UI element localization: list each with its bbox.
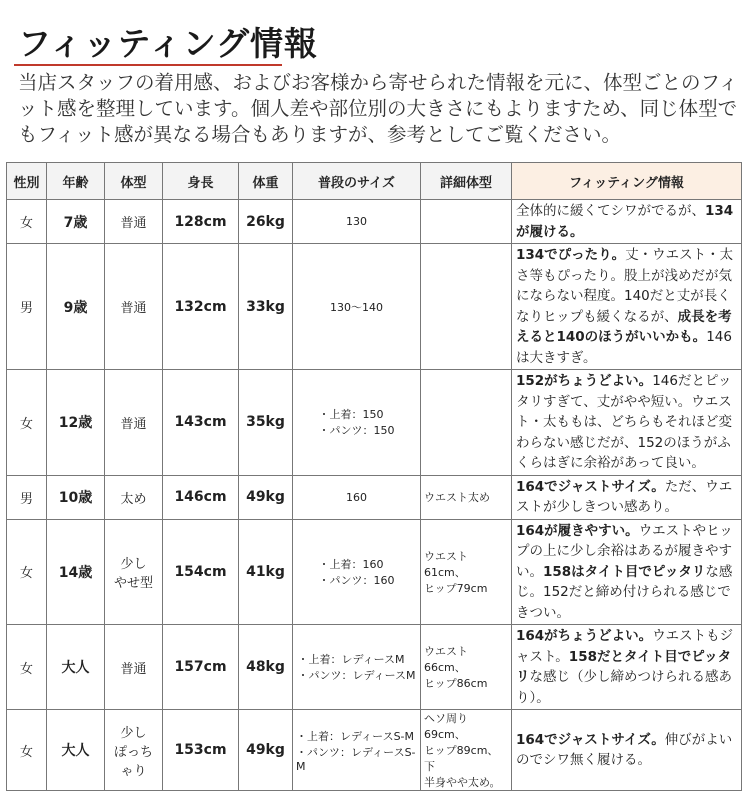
header-body-type: 体型 — [105, 163, 163, 200]
size-line: ・パンツ：160 — [318, 573, 395, 587]
fitting-highlight: 164が履きやすい。 — [516, 522, 639, 539]
detail-body-line: 半身やや太め。 — [424, 776, 501, 789]
cell-gender: 女 — [7, 519, 47, 625]
intro-text: 当店スタッフの着用感、およびお客様から寄せられた情報を元に、体型ごとのフィット感を整理しています。個人差や部位別の大きさにもよりますため、同じ体型でもフィット感が異なる場合もありますが、参考としてご覧ください。 — [18, 71, 738, 146]
cell-usual-size: 160 — [293, 475, 421, 519]
body-type-line: ぽっちゃり — [113, 744, 153, 779]
cell-gender: 女 — [7, 370, 47, 476]
fitting-highlight: 164でジャストサイズ。 — [516, 731, 665, 748]
table-row — [7, 370, 742, 476]
cell-detail-body — [421, 244, 512, 370]
cell-age: 9歳 — [47, 244, 105, 370]
cell-height: 128cm — [163, 200, 239, 244]
cell-gender: 男 — [7, 244, 47, 370]
cell-weight: 49kg — [239, 475, 293, 519]
body-type-line: 少し — [120, 725, 147, 741]
body-type-line: 普通 — [120, 661, 147, 677]
fitting-text: 丈・ウエスト・太さ等もぴったり。股上が浅めだが気にならない程度。140だと丈が長くなりヒップも緩くなるが、 — [516, 247, 734, 325]
detail-body-line: ウエスト61cm、 — [424, 549, 468, 579]
cell-body-type — [105, 625, 163, 710]
cell-fitting-info — [512, 710, 742, 791]
cell-detail-body — [421, 710, 512, 791]
fitting-text: ウエストもジャスト。 — [516, 628, 734, 665]
cell-usual-size — [293, 710, 421, 791]
size-line: ・パンツ：レディースS-M — [296, 745, 416, 773]
detail-body-line: ウエスト太め — [424, 491, 490, 504]
size-line: ・パンツ：レディースM — [297, 669, 416, 682]
page-title: フィッティング情報 — [18, 24, 319, 63]
cell-usual-size — [293, 625, 421, 710]
cell-height: 143cm — [163, 370, 239, 476]
cell-age: 12歳 — [47, 370, 105, 476]
fitting-highlight: 164がちょうどよい。 — [516, 628, 653, 644]
fitting-text: な感じ（少し締めつけられる感あり）。 — [516, 669, 732, 706]
header-usual-size: 普段のサイズ — [293, 163, 421, 200]
cell-usual-size — [293, 370, 421, 476]
cell-gender: 女 — [7, 625, 47, 710]
body-type-line: 太め — [120, 491, 147, 507]
table-row — [7, 475, 742, 519]
cell-fitting-info — [512, 370, 742, 476]
detail-body-line: ウエスト66cm、 — [424, 645, 468, 674]
body-type-line: やせ型 — [113, 575, 153, 591]
cell-age: 7歳 — [47, 200, 105, 244]
cell-body-type — [105, 200, 163, 244]
header-detail-body: 詳細体型 — [421, 163, 512, 200]
fitting-highlight: 164でジャストサイズ。 — [516, 478, 665, 495]
title-underline — [14, 64, 282, 66]
detail-body-line: ヒップ79cm — [424, 581, 488, 595]
fitting-text: ただ、ウエストが少しきつい感あり。 — [516, 478, 733, 515]
fitting-text: ウエストやヒップの上に少し余裕はあるが履きやすい。 — [516, 522, 733, 580]
cell-body-type — [105, 519, 163, 625]
cell-detail-body — [421, 475, 512, 519]
size-line: ・上着：150 — [318, 408, 384, 422]
size-line: ・上着：レディースS-M — [296, 729, 415, 743]
cell-height: 132cm — [163, 244, 239, 370]
header-fitting-info: フィッティング情報 — [512, 163, 742, 200]
cell-detail-body — [421, 200, 512, 244]
cell-gender: 女 — [7, 200, 47, 244]
cell-age: 大人 — [47, 625, 105, 710]
cell-weight: 49kg — [239, 710, 293, 791]
fitting-text: な感じ。152だと締め付けられる感じできつい。 — [516, 563, 733, 621]
fitting-highlight: 134でぴったり。 — [516, 247, 626, 263]
size-line: ・上着：レディースM — [297, 653, 405, 666]
cell-gender: 男 — [7, 475, 47, 519]
fitting-table — [6, 162, 742, 791]
header-height: 身長 — [163, 163, 239, 200]
fitting-highlight: 152がちょうどよい。 — [516, 373, 653, 389]
table-row — [7, 625, 742, 710]
table-header-row — [7, 163, 742, 200]
cell-gender: 女 — [7, 710, 47, 791]
body-type-line: 普通 — [120, 216, 147, 231]
body-type-line: 少し — [120, 556, 147, 572]
cell-height: 153cm — [163, 710, 239, 791]
cell-height: 154cm — [163, 519, 239, 625]
header-age: 年齢 — [47, 163, 105, 200]
cell-body-type — [105, 475, 163, 519]
fitting-highlight: 158だとタイト目でピッタリ — [516, 648, 732, 685]
cell-weight: 41kg — [239, 519, 293, 625]
cell-body-type — [105, 710, 163, 791]
table-row — [7, 200, 742, 244]
fitting-highlight: 134が履ける。 — [516, 203, 734, 240]
fitting-highlight: 158はタイト目でピッタリ — [543, 563, 706, 580]
cell-fitting-info — [512, 244, 742, 370]
table-row — [7, 244, 742, 370]
cell-weight: 35kg — [239, 370, 293, 476]
fitting-text: 全体的に緩くてシワがでるが、 — [516, 203, 705, 219]
cell-body-type — [105, 244, 163, 370]
header-gender: 性別 — [7, 163, 47, 200]
size-line: ・パンツ：150 — [318, 424, 395, 438]
cell-weight: 48kg — [239, 625, 293, 710]
body-type-line: 普通 — [120, 301, 147, 316]
cell-height: 146cm — [163, 475, 239, 519]
cell-body-type — [105, 370, 163, 476]
fitting-text: 146だとピッタリすぎて、丈がやや短い。ウエスト・太ももは、どちらもそれほど変わらない感じだが、152のほうがふくらはぎに余裕があって良い。 — [516, 373, 732, 471]
cell-fitting-info — [512, 200, 742, 244]
cell-age: 大人 — [47, 710, 105, 791]
cell-height: 157cm — [163, 625, 239, 710]
header-weight: 体重 — [239, 163, 293, 200]
cell-weight: 26kg — [239, 200, 293, 244]
size-line: ・上着：160 — [318, 557, 384, 571]
cell-age: 14歳 — [47, 519, 105, 625]
cell-weight: 33kg — [239, 244, 293, 370]
cell-usual-size — [293, 519, 421, 625]
table-row — [7, 519, 742, 625]
detail-body-line: ヒップ86cm — [424, 677, 488, 690]
cell-detail-body — [421, 625, 512, 710]
fitting-text: 146は大きすぎ。 — [516, 329, 732, 366]
detail-body-line: ヘソ周り69cm、 — [424, 712, 468, 741]
cell-fitting-info — [512, 475, 742, 519]
cell-usual-size: 130〜140 — [293, 244, 421, 370]
cell-fitting-info — [512, 625, 742, 710]
body-type-line: 普通 — [120, 416, 147, 432]
cell-detail-body — [421, 519, 512, 625]
cell-usual-size: 130 — [293, 200, 421, 244]
detail-body-line: ヒップ89cm、下 — [424, 744, 499, 773]
table-row — [7, 710, 742, 791]
cell-fitting-info — [512, 519, 742, 625]
cell-detail-body — [421, 370, 512, 476]
fitting-text: 伸びがよいのでシワ無く履ける。 — [516, 731, 733, 768]
fitting-highlight: 成長を考えると140のほうがいいかも。 — [516, 308, 732, 345]
cell-age: 10歳 — [47, 475, 105, 519]
